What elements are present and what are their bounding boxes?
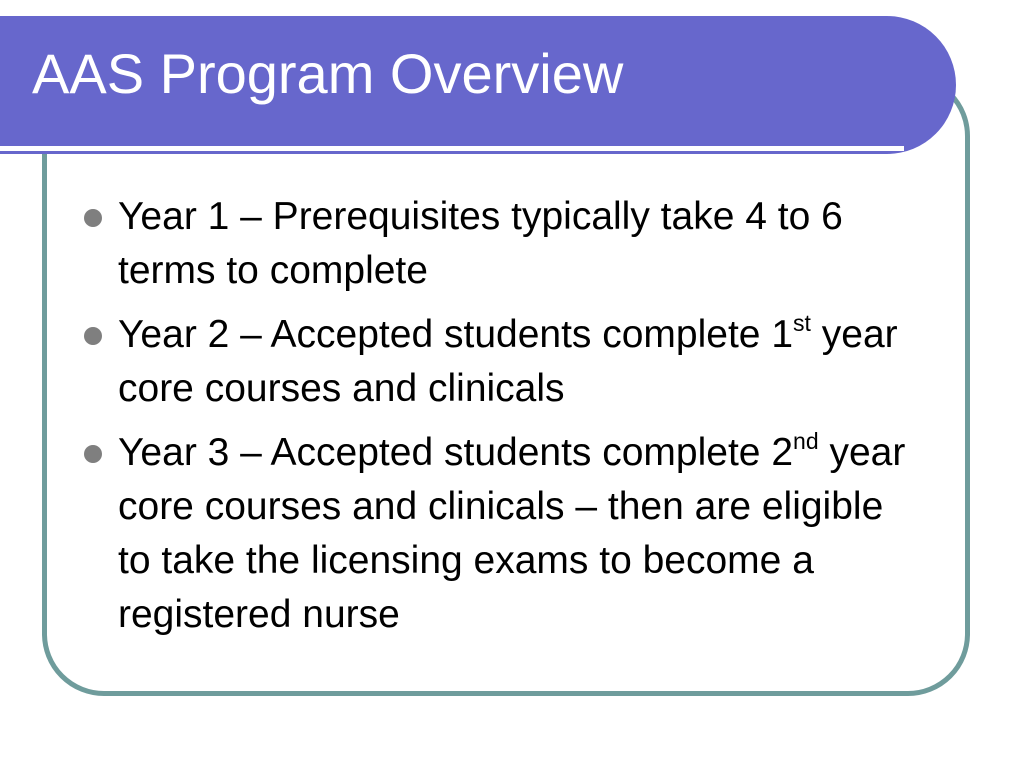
bullet-dot-icon	[84, 327, 102, 345]
bullet-dot-icon	[84, 209, 102, 227]
bullet-text: Year 1 – Prerequisites typically take 4 to 6 terms to complete	[118, 195, 843, 292]
bullet-text-start: Year 2 – Accepted students complete 1	[118, 313, 794, 356]
ordinal-suffix: nd	[793, 428, 819, 454]
bullet-text-end: year core courses and clinicals	[118, 313, 898, 410]
slide-title: AAS Program Overview	[32, 42, 624, 105]
bullet-text	[118, 426, 918, 642]
bullet-item-year-3	[80, 426, 952, 642]
bullet-item-year-1	[80, 190, 952, 298]
ordinal-suffix: st	[793, 310, 811, 336]
title-underline	[0, 146, 904, 151]
bullet-dot-icon	[84, 445, 102, 463]
bullet-text-start: Year 3 – Accepted students complete 2	[118, 431, 794, 474]
bullet-text-end: year core courses and clinicals – then are eligible to take the licensing exams to become a registered nurse	[118, 431, 906, 636]
bullet-item-year-2	[80, 308, 952, 416]
bullet-list	[80, 190, 952, 652]
bullet-text	[118, 308, 958, 416]
